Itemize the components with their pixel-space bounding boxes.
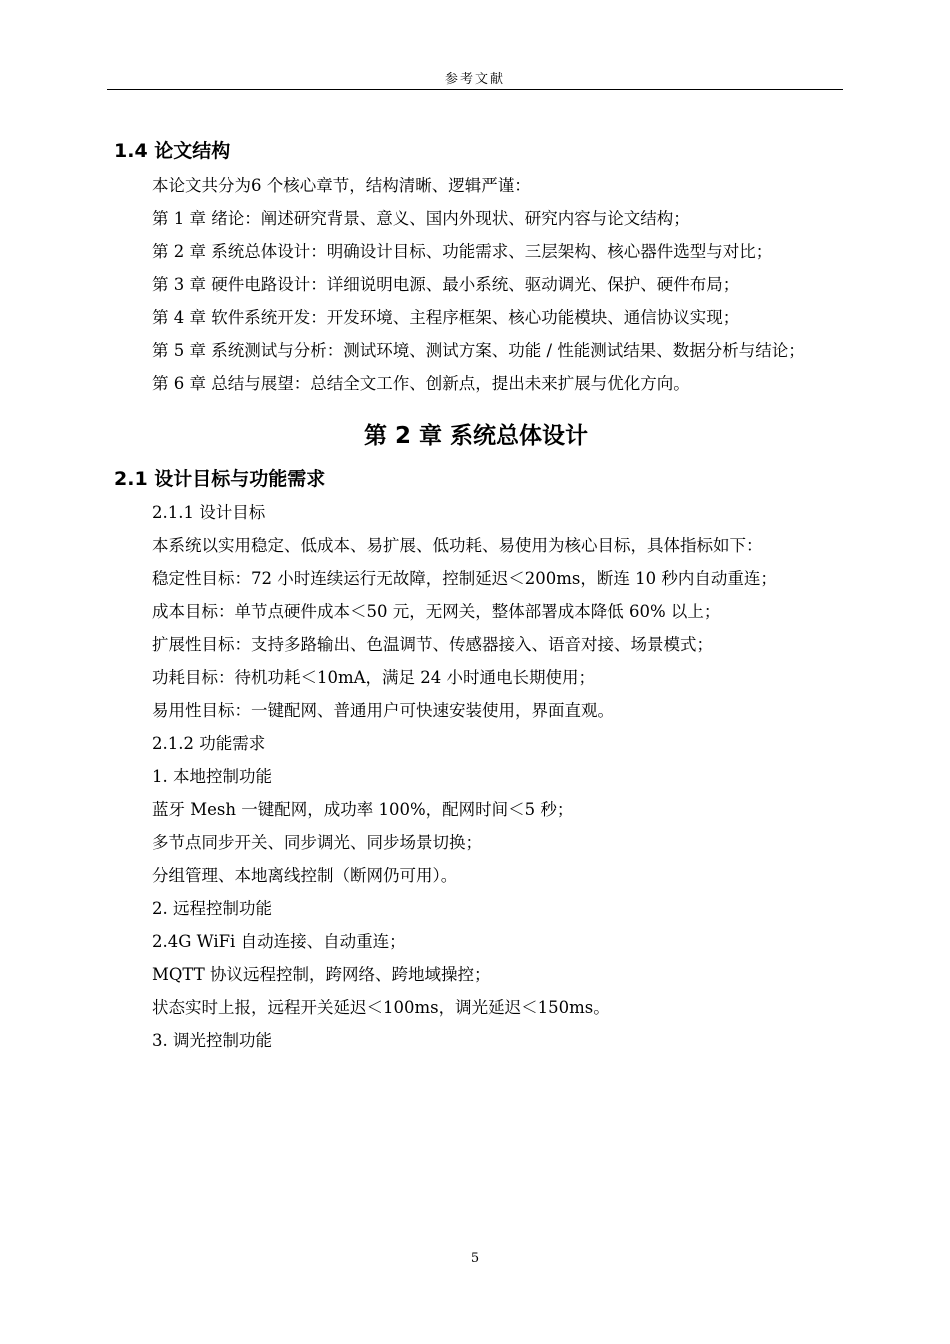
paragraph: 本系统以实用稳定、低成本、易扩展、低功耗、易使用为核心目标，具体指标如下： xyxy=(152,536,763,555)
list-heading: 3. 调光控制功能 xyxy=(152,1031,272,1050)
paragraph: 多节点同步开关、同步调光、同步场景切换； xyxy=(152,833,482,852)
paragraph: 蓝牙 Mesh 一键配网，成功率 100%，配网时间＜5 秒； xyxy=(152,800,574,819)
list-heading: 2. 远程控制功能 xyxy=(152,899,272,918)
paragraph: 稳定性目标：72 小时连续运行无故障，控制延迟＜200ms，断连 10 秒内自动重连； xyxy=(152,569,777,588)
page-number: 5 xyxy=(470,1251,480,1266)
paragraph: MQTT 协议远程控制，跨网络、跨地域操控； xyxy=(152,965,491,984)
paragraph: 第 1 章 绪论：阐述研究背景、意义、国内外现状、研究内容与论文结构； xyxy=(152,209,690,228)
paragraph: 分组管理、本地离线控制（断网仍可用）。 xyxy=(152,866,458,885)
section-1-4-body xyxy=(114,169,838,400)
list-heading: 1. 本地控制功能 xyxy=(152,767,272,786)
subsection-heading: 2.1.2 功能需求 xyxy=(152,734,266,753)
paragraph: 第 3 章 硬件电路设计：详细说明电源、最小系统、驱动调光、保护、硬件布局； xyxy=(152,275,740,294)
chapter-title: 第 2 章 系统总体设计 xyxy=(363,423,589,449)
paragraph: 状态实时上报，远程开关延迟＜100ms，调光延迟＜150ms。 xyxy=(152,998,610,1017)
section-2-1-body xyxy=(114,496,838,1057)
paragraph: 成本目标：单节点硬件成本＜50 元，无网关，整体部署成本降低 60% 以上； xyxy=(152,602,721,621)
page-content xyxy=(114,136,838,1057)
paragraph: 本论文共分为6 个核心章节，结构清晰、逻辑严谨： xyxy=(152,176,531,195)
paragraph: 扩展性目标：支持多路输出、色温调节、传感器接入、语音对接、场景模式； xyxy=(152,635,713,654)
header-rule xyxy=(107,89,843,90)
paragraph: 第 2 章 系统总体设计：明确设计目标、功能需求、三层架构、核心器件选型与对比； xyxy=(152,242,773,261)
paragraph: 第 4 章 软件系统开发：开发环境、主程序框架、核心功能模块、通信协议实现； xyxy=(152,308,740,327)
paragraph: 功耗目标：待机功耗＜10mA，满足 24 小时通电长期使用； xyxy=(152,668,596,687)
subsection-heading: 2.1.1 设计目标 xyxy=(152,503,266,522)
paragraph: 第 6 章 总结与展望：总结全文工作、创新点，提出未来扩展与优化方向。 xyxy=(152,374,690,393)
section-heading-1-4: 1.4 论文结构 xyxy=(114,140,231,162)
section-heading-2-1: 2.1 设计目标与功能需求 xyxy=(114,468,326,490)
page-header: 参考文献 xyxy=(444,72,505,87)
paragraph: 2.4G WiFi 自动连接、自动重连； xyxy=(152,932,406,951)
paragraph: 易用性目标：一键配网、普通用户可快速安装使用，界面直观。 xyxy=(152,701,614,720)
paragraph: 第 5 章 系统测试与分析：测试环境、测试方案、功能 / 性能测试结果、数据分析与结论； xyxy=(152,341,805,360)
